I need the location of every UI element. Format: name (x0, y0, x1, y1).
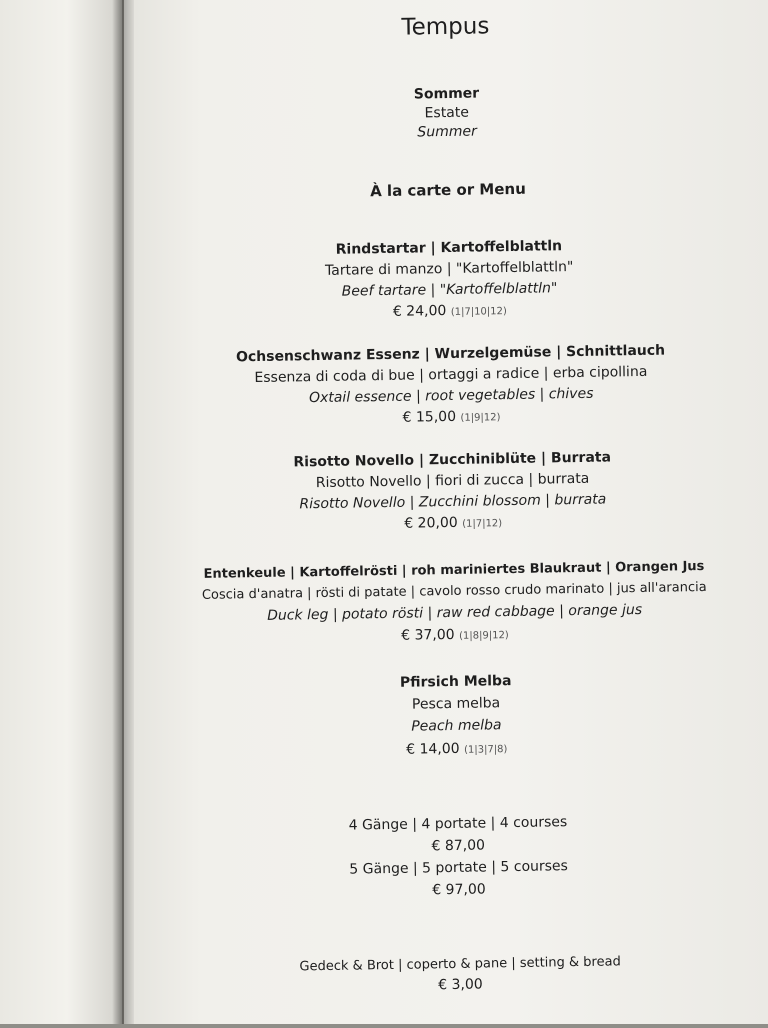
left-page (0, 0, 122, 1024)
dish-2-name-it: Essenza di coda di bue | ortaggi a radice | erba cipollina (254, 363, 648, 387)
dish-1-allergens: (1|7|10|12) (450, 306, 507, 318)
season-en: Summer (417, 123, 477, 141)
dish-3-price-line (160, 510, 746, 535)
dish-2-price-line (158, 404, 744, 429)
dish-5-name-en: Peach melba (411, 717, 502, 735)
dish-3-name-it: Risotto Novello | fiori di zucca | burrata (315, 470, 590, 492)
dish-2-name-de: Ochsenschwanz Essenz | Wurzelgemüse | Schnittlauch (235, 342, 666, 366)
menu-5-courses-label: 5 Gänge | 5 portate | 5 courses (349, 858, 569, 878)
cover-charge-label: Gedeck & Brot | coperto & pane | setting & bread (299, 954, 621, 975)
menu-5-courses-price: € 97,00 (432, 881, 486, 899)
season-it: Estate (424, 104, 470, 122)
dish-3-allergens: (1|7|12) (462, 518, 503, 530)
dish-4-price-line (162, 622, 748, 647)
dish-1-name-en: Beef tartare | "Kartoffelblattln" (341, 280, 558, 300)
dish-5-allergens: (1|3|7|8) (463, 744, 508, 756)
dish-4-price: € 37,00 (401, 626, 455, 644)
restaurant-name: Tempus (401, 13, 490, 41)
season-de: Sommer (413, 85, 480, 103)
dish-1-price-line (157, 298, 743, 323)
dish-5-price: € 14,00 (406, 740, 460, 758)
dish-1-name-de: Rindstartar | Kartoffelblattln (335, 238, 563, 258)
dish-3-price: € 20,00 (404, 514, 458, 532)
menu-4-courses-price: € 87,00 (431, 837, 486, 855)
dish-2-name-en: Oxtail essence | root vegetables | chives (308, 385, 594, 407)
dish-5-price-line (164, 736, 750, 761)
dish-4-allergens: (1|8|9|12) (458, 630, 509, 642)
menu-heading: À la carte or Menu (370, 179, 526, 201)
dish-2-price: € 15,00 (402, 408, 457, 426)
cover-charge-price: € 3,00 (438, 976, 483, 994)
dish-5-name-de: Pfirsich Melba (399, 673, 512, 691)
dish-1-price: € 24,00 (392, 303, 447, 320)
dish-5-name-it: Pesca melba (411, 695, 501, 713)
dish-3-name-de: Risotto Novello | Zucchiniblüte | Burrata (293, 449, 612, 471)
dish-4-name-it: Coscia d'anatra | rösti di patate | cavolo rosso crudo marinato | jus all'arancia (201, 579, 707, 603)
dish-3-name-en: Risotto Novello | Zucchini blossom | burrata (299, 491, 607, 513)
book-gutter-shadow (112, 0, 134, 1024)
dish-2-allergens: (1|9|12) (460, 412, 501, 424)
menu-4-courses-label: 4 Gänge | 4 portate | 4 courses (348, 814, 568, 834)
dish-4-name-de: Entenkeule | Kartoffelrösti | roh mariniertes Blaukraut | Orangen Jus (203, 558, 705, 582)
menu-page (152, 0, 754, 1028)
dish-1-name-it: Tartare di manzo | "Kartoffelblattln" (324, 259, 574, 279)
dish-4-name-en: Duck leg | potato rösti | raw red cabbage | orange jus (267, 601, 643, 624)
